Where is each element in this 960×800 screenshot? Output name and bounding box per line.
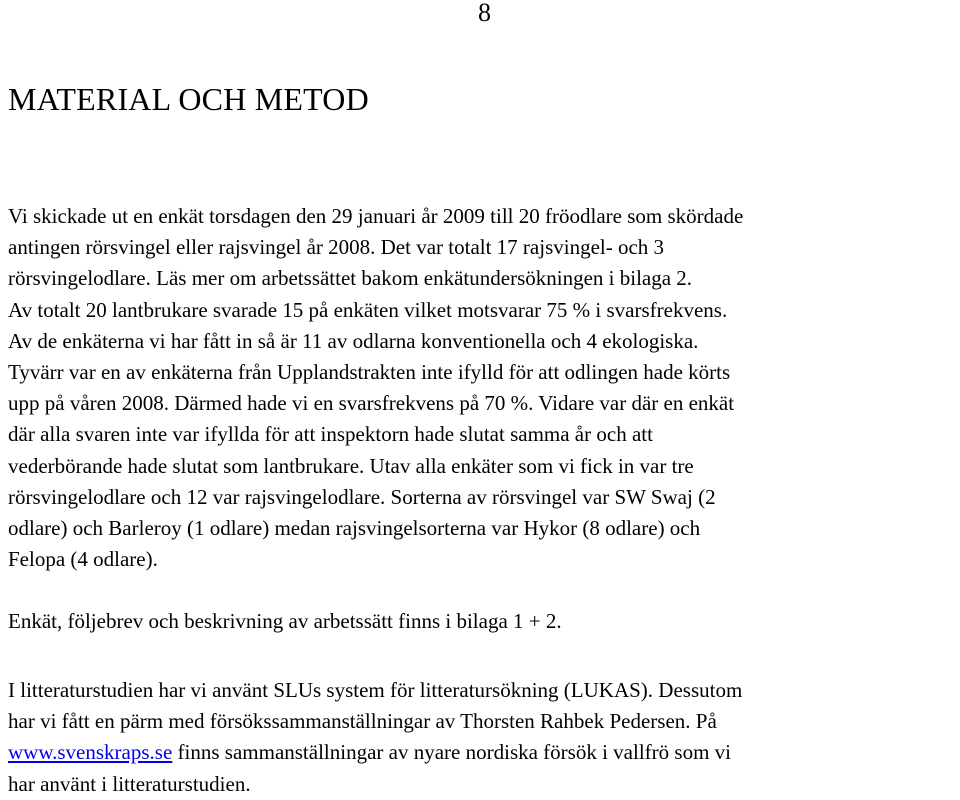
paragraph-line: vederbörande hade slutat som lantbrukare. Utav alla enkäter som vi fick in var tre xyxy=(8,453,694,478)
paragraph-line: har använt i litteraturstudien. xyxy=(8,771,251,796)
link-line-rest: finns sammanställningar av nyare nordiska försök i vallfrö som vi xyxy=(172,740,731,765)
page-number: 8 xyxy=(478,0,491,27)
section-heading: MATERIAL OCH METOD xyxy=(8,81,369,117)
paragraph-line: rörsvingelodlare. Läs mer om arbetssättet bakom enkätundersökningen i bilaga 2. xyxy=(8,266,693,291)
paragraph-line-with-link xyxy=(8,737,958,768)
paragraph-line: antingen rörsvingel eller rajsvingel år 2008. Det var totalt 17 rajsvingel- och 3 xyxy=(8,235,665,260)
paragraph-line: upp på våren 2008. Därmed hade vi en svarsfrekvens på 70 %. Vidare var där en enkät xyxy=(8,391,735,416)
paragraph-line: Vi skickade ut en enkät torsdagen den 29 januari år 2009 till 20 fröodlare som skördade xyxy=(8,204,744,228)
paragraph-line: Enkät, följebrev och beskrivning av arbetssätt finns i bilaga 1 + 2. xyxy=(8,609,562,633)
paragraph-line: I litteraturstudien har vi använt SLUs system för litteratursökning (LUKAS). Dessutom xyxy=(8,678,743,702)
paragraph-appendix-note xyxy=(8,606,958,637)
paragraph-line: Av totalt 20 lantbrukare svarade 15 på enkäten vilket motsvarar 75 % i svarsfrekvens. xyxy=(8,297,728,322)
paragraph-line: där alla svaren inte var ifyllda för att inspektorn hade slutat samma år och att xyxy=(8,422,653,447)
paragraph-line: Tyvärr var en av enkäterna från Upplandstrakten inte ifylld för att odlingen hade körts xyxy=(8,359,731,384)
paragraph-survey-method xyxy=(8,201,958,575)
svenskraps-link[interactable]: www.svenskraps.se xyxy=(8,740,173,765)
paragraph-line: rörsvingelodlare och 12 var rajsvingelodlare. Sorterna av rörsvingel var SW Swaj (2 xyxy=(8,484,716,509)
paragraph-line: odlare) och Barleroy (1 odlare) medan rajsvingelsorterna var Hykor (8 odlare) och xyxy=(8,515,701,540)
paragraph-line: har vi fått en pärm med försökssammanställningar av Thorsten Rahbek Pedersen. På xyxy=(8,709,717,734)
paragraph-line: Av de enkäterna vi har fått in så är 11 av odlarna konventionella och 4 ekologiska. xyxy=(8,328,699,353)
paragraph-literature xyxy=(8,675,958,800)
paragraph-line: Felopa (4 odlare). xyxy=(8,547,158,572)
